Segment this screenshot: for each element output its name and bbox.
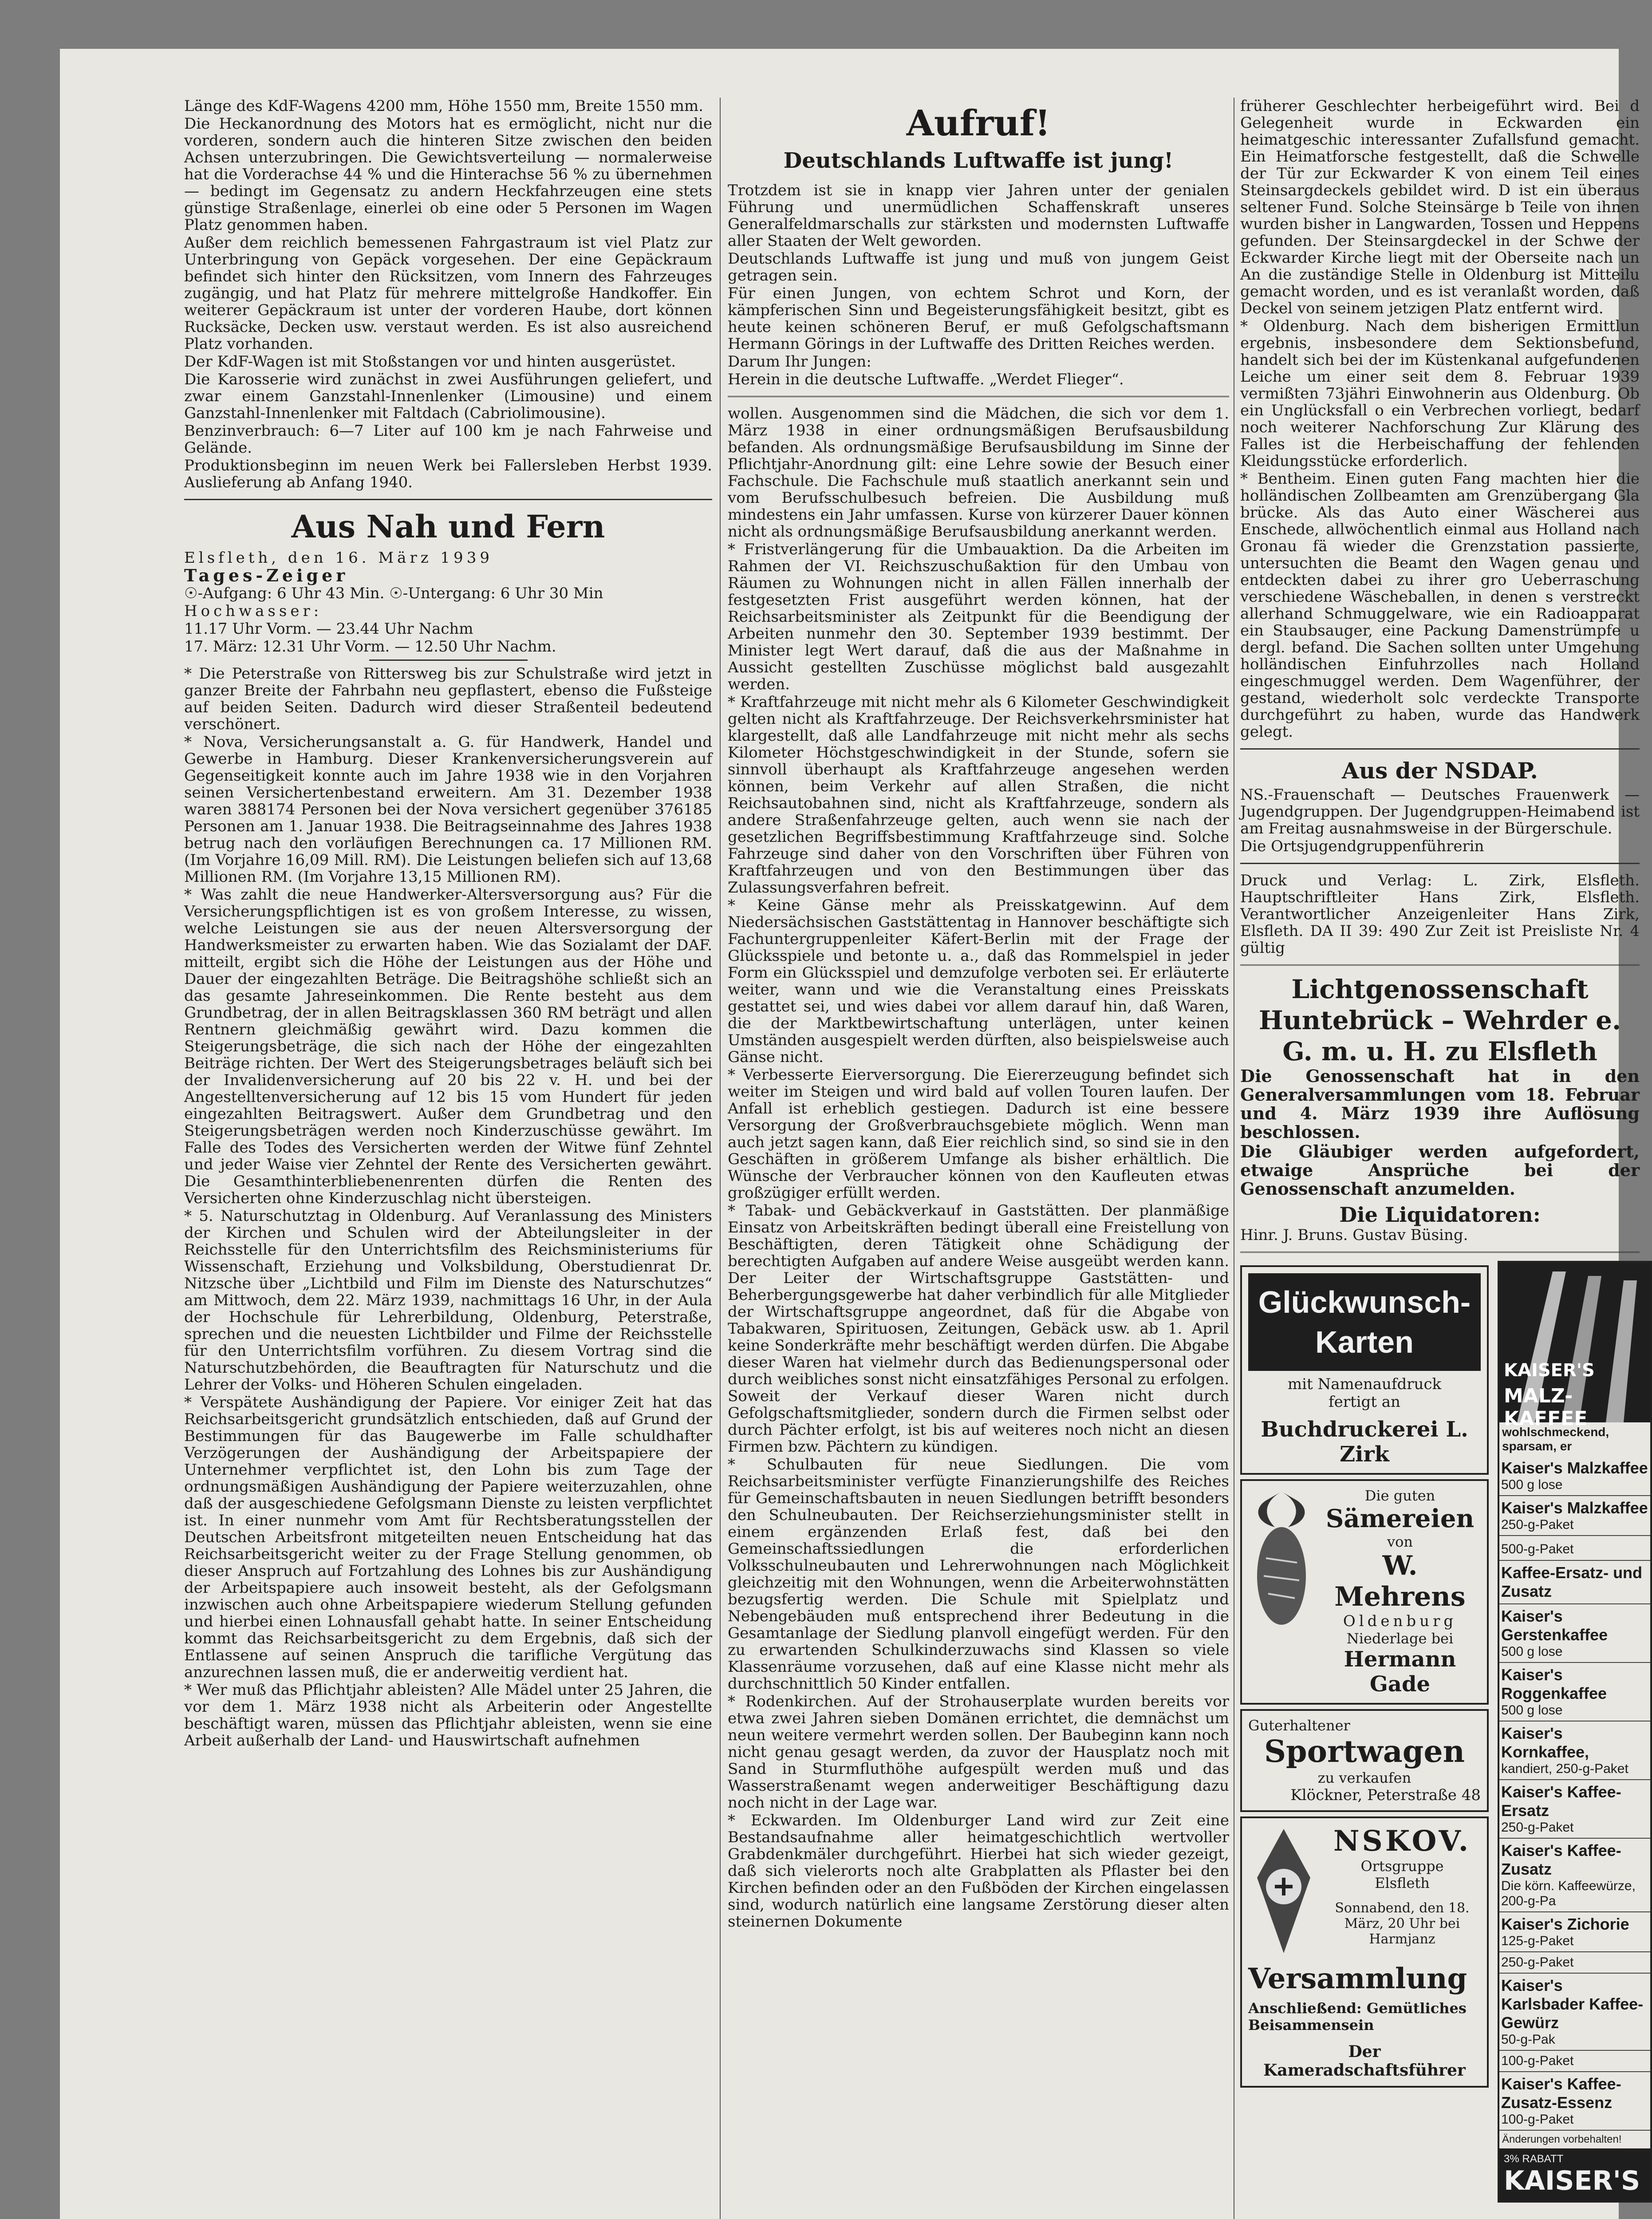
kdf-text: Die Karosserie wird zunächst in zwei Ausführungen geliefert, und zwar einem Ganzstahl-Innenlenker (Limousine) und einem Ganzstahl-Innenlenker mit Faltdach (Cabriolimousine). xyxy=(184,371,712,422)
ad-samen-company: W. Mehrens xyxy=(1334,1550,1466,1612)
news-item: * Keine Gänse mehr als Preisskatgewinn. Auf dem Niedersächsischen Gaststättentag in Hannover beschäftigte sich Fachuntergruppenleiter Käfert-Berlin mit der Frage der Glücksspiele und betonte u. a., daß das Rommelspiel in jeder Form ein Glücksspiel und demzufolge verboten sei. Er erläuterte weiter, wann und wie die Veranstaltung eines Preisskats gestattet sei, und wies dabei vor allem darauf hin, daß Waren, die der Marktbewirtschaftung unterlägen, unter keinen Umständen ausgespielt werden dürften, also beispielsweise auch Gänse nicht. xyxy=(728,896,1229,1066)
carrot-icon xyxy=(1248,1487,1315,1634)
coffee-item: 500-g-Paket xyxy=(1499,1536,1650,1561)
coffee-item: Kaiser's Karlsbader Kaffee-Gewürz 50-g-Pak xyxy=(1499,1974,1650,2051)
coffee-item: Kaiser's Roggenkaffee 500 g lose xyxy=(1499,1663,1650,1722)
ads-area xyxy=(1240,1261,1648,2196)
ad-kaiser-rabatt: 3% RABATT xyxy=(1504,2153,1564,2165)
news-item: * Fristverlängerung für die Umbauaktion. Da die Arbeiten im Rahmen der VI. Reichszuschußaktion für den Umbau von Räumen zu Wohnungen nicht in allen Fällen innerhalb der festgesetzten Frist ausgeführt werden können, hat der Reichsarbeitsminister als Zeitpunkt für die Beendigung der Arbeiten nunmehr den 30. September 1939 bestimmt. Der Minister legt Wert darauf, daß die aus der Maßnahme in Aussicht gestellten Zuschüsse möglichst bald ausgezahlt werden. xyxy=(728,541,1229,693)
news-item: * 5. Naturschutztag in Oldenburg. Auf Veranlassung des Ministers der Kirchen und Schulen wird der Abteilungsleiter in der Reichsstelle für den Unterrichtsfilm des Reichsministeriums für Wissenschaft, Erziehung und Volksbildung, Oberstudienrat Dr. Nitzsche über „Lichtbild und Film im Dienste des Naturschutzes“ am Mittwoch, dem 22. März 1939, nachmittags 16 Uhr, in der Aula der Hochschule für Lehrerbildung, Oldenburg, Peterstraße, sprechen und die neuesten Lichtbilder und Filme der Reichsstelle für den Unterrichtsfilm vorführen. Zu diesem Vortrag sind die Naturschutzbehörden, die Beauftragten für Naturschutz und die Lehrer der Volks- und Höheren Schulen eingeladen. xyxy=(184,1207,712,1394)
ad-nskov-line: Ortsgruppe xyxy=(1360,1858,1444,1875)
ad-samen-line: Niederlage bei xyxy=(1346,1630,1454,1647)
kdf-text: Die Heckanordnung des Motors hat es ermöglicht, nicht nur die vorderen, sondern auch die hinteren Sitze zwischen den beiden Achsen unterzubringen. Die Gewichtsverteilung — normalerweise hat die Vorderachse 44 % und die Hinterachse 56 % zu übernehmen — bedingt im Gegensatz zu andern Heckfahrzeugen eine stets günstige Straßenlage, einerlei ob eine oder 5 Personen im Wagen Platz genommen haben. xyxy=(184,115,712,234)
aufruf-text: Trotzdem ist sie in knapp vier Jahren unter der genialen Führung und unermüdlichen Schaffenskraft unseres Generalfeldmarschalls zur stärksten und modernsten Luftwaffe aller Staaten der Welt geworden. xyxy=(728,182,1229,250)
news-item: früherer Geschlechter herbeigeführt wird. Bei d Gelegenheit wurde in Eckwarden ein heimatgeschic interessanter Zufallsfund gemacht. Ein Heimatforsche festgestellt, daß die Schwelle der Tür zur Eckwarder K von einem Teil eines Steinsargdeckels gebildet wird. D ist ein überaus seltener Fund. Solche Steinsärge b Teile von ihnen wurden bisher in Langwarden, Tossen und Heppens gefunden. Der Steinsargdeckel in der Schwe der Eckwarder Kirche liegt mit der Oberseite nach un An die zuständige Stelle in Oldenburg ist Mitteilu gemacht worden, und es ist veranlaßt worden, daß Deckel von seinem jetzigen Platz entfernt wird. xyxy=(1240,97,1640,317)
impressum: Druck und Verlag: L. Zirk, Elsfleth. Hauptschriftleiter Hans Zirk, Elsfleth. Verantwortlicher Anzeigenleiter Hans Zirk, Elsfleth. DA II 39: 490 Zur Zeit ist Preisliste Nr. 4 gültig xyxy=(1240,872,1640,957)
column-rule xyxy=(720,98,721,2219)
ad-nskov-after: Anschließend: Gemütliches Beisammensein xyxy=(1248,2000,1467,2033)
coop-liquidators-title: Die Liquidatoren: xyxy=(1339,1203,1541,1227)
ad-kaiser-footer xyxy=(1499,2148,1650,2201)
column-2 xyxy=(728,98,1229,2219)
news-item: * Tabak- und Gebäckverkauf in Gaststätten. Der planmäßige Einsatz von Arbeitskräften bedingt überall eine Freistellung von Beschäftigten, deren Tätigkeit ohne Schädigung der berechtigten Aufgaben auf andere Weise ausgeübt werden kann. Der Leiter der Wirtschaftsgruppe Gaststätten- und Beherbergungsgewerbe hat daher verbindlich für alle Mitglieder der Wirtschaftsgruppe angeordnet, daß für die Abgabe von Tabakwaren, Spirituosen, Zeitungen, Gebäck usw. ab 1. April keine Sonderkräfte mehr beschäftigt werden dürfen. Die Abgabe dieser Waren hat vielmehr durch das Bedienungspersonal oder durch weibliches sonst nicht einsatzfähiges Personal zu erfolgen. Soweit der Verkauf dieser Waren nicht durch Gefolgschaftsmitglieder, sondern durch die Firmen selbst oder durch Pächter erfolgt, ist bis auf weiteres noch nicht an diesen Firmen bzw. Pächtern zu kündigen. xyxy=(728,1202,1229,1456)
ad-nskov-speaker: Der Kameradschaftsführer xyxy=(1263,2042,1466,2080)
ads-left xyxy=(1240,1261,1489,2092)
coop-text: Die Genossenschaft hat in den Generalversammlungen vom 18. Februar und 4. März 1939 ihre Auflösung beschlossen. xyxy=(1240,1066,1640,1142)
news-item: * Verspätete Aushändigung der Papiere. Vor einiger Zeit hat das Reichsarbeitsgericht grundsätzlich entschieden, daß auf Grund der Bestimmungen für das Baugewerbe im Falle schuldhafter Verzögerungen der Aushändigung der Arbeitspapiere der Unternehmer verpflichtet ist, den Lohn bis zum Tage der ordnungsmäßigen Aushändigung der Papiere weiterzuzahlen, ohne daß der ausgeschiedene Gefolgsmann Dienste zu leisten verpflichtet ist. In einer nunmehr vom Amt für Rechtsberatungsstellen der Deutschen Arbeitsfront mitgeteilten neuen Entscheidung hat das Reichsarbeitsgericht weiter zu der Frage Stellung genommen, ob dieser Anspruch auf Fortzahlung des Lohnes bis zur Aushändigung der Arbeitspapiere auch insoweit besteht, als der Gefolgsmann inzwischen auch ohne Arbeitspapiere wiederum Stellung gefunden und hierbei einen Lohnausfall gehabt hatte. In seiner Entscheidung kommt das Reichsarbeitsgericht zu dem Ergebnis, daß sich der Entlassene auf seinen Anspruch die tarifliche Vergütung das anzurechnen lassen muß, die er anderweitig verdient hat. xyxy=(184,1394,712,1681)
tageszeiger-title: Tages-Zeiger xyxy=(184,565,349,585)
news-item: * Bentheim. Einen guten Fang machten hier die holländischen Zollbeamten am Grenzübergang Gla brücke. Als das Auto einer Wäscherei aus Enschede, allwöchentlich einmal aus Holland nach Gronau fä wieder die Grenzstation passierte, untersuchten die Beamt den Wagen genau und entdeckten dabei zu ihrer gro Ueberraschung verschiedene Wäscheballen, in denen s verstreckt allerhand Schmuggelware, wie ein Radioapparat ein Staubsauger, eine Packung Damenstrümpfe u dergl. befand. Die Sachen sollten unter Umgehung holländischen Einfuhrzolles nach Holland eingeschmuggel werden. Dem Wagenführer, der gestand, wiederholt solc verdeckte Transporte durchgeführt zu haben, wurde das Handwerk gelegt. xyxy=(1240,470,1640,741)
coffee-item: Kaiser's Kaffee-Zusatz-Essenz 100-g-Paket xyxy=(1499,2072,1650,2131)
news-item: * Oldenburg. Nach dem bisherigen Ermittlun ergebnis, insbesondere dem Sektionsbefund, handelt sich bei der im Küstenkanal aufgefundenen Leiche um einer seit dem 8. Februar 1939 vermißten 73jähri Einwohnerin aus Oldenburg. Ob ein Unglücksfall o ein Verbrechen vorliegt, bedarf noch weiterer Nachforschung Zur Klärung des Falles ist die Herbeischaffung der fehlenden Kleidungsstücke erforderlich. xyxy=(1240,317,1640,470)
divider xyxy=(184,499,712,500)
hochwasser-title: Hochwasser: xyxy=(184,602,323,620)
ad-glueck-printer: Buchdruckerei L. Zirk xyxy=(1261,1417,1468,1467)
aufruf-text: Darum Ihr Jungen: xyxy=(728,353,871,371)
coop-notice xyxy=(1240,974,1640,1244)
ad-kaiser xyxy=(1498,1261,1652,2203)
aufruf-subtitle: Deutschlands Luftwaffe ist jung! xyxy=(783,148,1174,173)
ad-glueckwunsch xyxy=(1240,1265,1489,1475)
ad-nskov-title: NSKOV. xyxy=(1333,1824,1471,1858)
ad-kaiser-banner xyxy=(1499,1263,1650,1430)
divider xyxy=(1240,1252,1640,1253)
coop-title: Lichtgenossenschaft Huntebrück – Wehrder e. G. m. u. H. zu Elsfleth xyxy=(1258,974,1621,1066)
coffee-item: Kaiser's Kaffee-Ersatz 250-g-Paket xyxy=(1499,1780,1650,1839)
dateline: Elsfleth, den 16. März 1939 xyxy=(184,549,493,567)
news-item: * Was zahlt die neue Handwerker-Altersversorgung aus? Für die Versicherungspflichtigen ist es von großem Interesse, zu wissen, welche Leistungen sie aus der neuen Altersversorgung der Handwerksmeister zu erwarten haben. Wie das Sozialamt der DAF. mitteilt, ergibt sich die Höhe der Leistungen aus der Höhe und Dauer der eingezahlten Beträge. Die Beitragshöhe schließt sich an das gesamte Jahreseinkommen. Die Rente besteht aus dem Grundbetrag, der in allen Beitragsklassen 360 RM beträgt und allen Rentnern gleichmäßig gewährt wird. Dazu kommen die Steigerungsbeträge, die sich nach der Höhe der eingezahlten Beiträge richten. Der Wert des Steigerungsbetrages beläuft sich bei der Invalidenversicherung auf 20 bis 22 v. H. und bei der Angestelltenversicherung auf 12 bis 15 vom Hundert für jeden eingezahlten Beitragswert. Außer dem Grundbetrag und den Steigerungsbeträgen werden noch Kinderzuschüsse gewährt. Im Falle des Todes des Versicherten werden der Witwe fünf Zehntel und jeder Waise vier Zehntel der Rente des Versicherten gewährt. Die Gesamthinterbliebenenrenten dürfen die Renten des Versicherten ohne Kinderzuschlag nicht übersteigen. xyxy=(184,886,712,1207)
section-title: Aus Nah und Fern xyxy=(291,508,605,545)
coffee-item: Kaiser's Kornkaffee, kandiert, 250-g-Paket xyxy=(1499,1722,1650,1780)
coffee-item: 100-g-Paket xyxy=(1499,2051,1650,2072)
news-item: * Verbesserte Eierversorgung. Die Eiererzeugung befindet sich weiter im Steigen und wird bald auf vollen Touren laufen. Der Anfall ist erheblich gestiegen. Dadurch ist eine bessere Versorgung der Großverbrauchsgebiete möglich. Wenn man auch jetzt sagen kann, daß Eier reichlich sind, so sind sie in den Geschäften in größerem Umfange als bisher erhältlich. Die Wünsche der Verbraucher können von den Kaufleuten etwas großzügiger erfüllt werden. xyxy=(728,1066,1229,1202)
ad-nskov-event: Versammlung xyxy=(1248,1962,1467,1995)
coffee-item: Kaffee-Ersatz- und Zusatz xyxy=(1499,1561,1650,1604)
ad-samen-city: Oldenburg xyxy=(1343,1612,1457,1630)
coffee-item: Kaiser's Gerstenkaffee 500 g lose xyxy=(1499,1604,1650,1663)
coop-liquidators: Hinr. J. Bruns. Gustav Büsing. xyxy=(1240,1226,1468,1244)
coffee-item: Kaiser's Zichorie 125-g-Paket xyxy=(1499,1912,1650,1952)
nsdap-title: Aus der NSDAP. xyxy=(1342,758,1538,784)
kdf-text: Benzinverbrauch: 6—7 Liter auf 100 km je nach Fahrweise und Gelände. xyxy=(184,422,712,457)
ad-kaiser-tagline: wohlschmeckend, sparsam, er xyxy=(1502,1425,1609,1453)
ad-nskov xyxy=(1240,1816,1489,2088)
column-3 xyxy=(1240,97,1648,2219)
kdf-text: Der KdF-Wagen ist mit Stoßstangen vor und hinten ausgerüstet. xyxy=(184,353,676,371)
ad-kaiser-brand: KAISER'S xyxy=(1504,1360,1595,1381)
divider xyxy=(369,659,528,661)
ad-samen-line: von xyxy=(1387,1533,1413,1550)
news-item: * Nova, Versicherungsanstalt a. G. für Handwerk, Handel und Gewerbe in Hamburg. Dieser Krankenversicherungsverein auf Gegenseitigkeit konnte auch im Jahre 1938 wie in den Vorjahren seinen Versichertenbestand erweitern. Am 31. Dezember 1938 waren 388174 Personen bei der Nova versichert gegenüber 376185 Personen am 1. Januar 1938. Die Beitragseinnahme des Jahres 1938 betrug nach den vorläufigen Berechnungen ca. 17 Millionen RM. (Im Vorjahre 16,09 Mill. RM). Die Leistungen beliefen sich auf 13,68 Millionen RM. (Im Vorjahre 13,15 Millionen RM). xyxy=(184,733,712,886)
news-item: * Rodenkirchen. Auf der Strohauserplate wurden bereits vor etwa zwei Jahren sieben Domänen errichtet, die demnächst um neun weitere vermehrt werden sollen. Der Baubeginn kann noch nicht genau gesagt werden, da zuvor der Hausplatz noch mit Sand in Sturmfluthöhe aufgespült werden muß und das Wasserstraßenamt wegen anderweitiger Beschäftigung dazu noch nicht in der Lage war. xyxy=(728,1693,1229,1812)
nskov-badge-icon xyxy=(1248,1824,1319,1958)
ad-saemereien xyxy=(1240,1479,1489,1705)
kdf-text: Länge des KdF-Wagens 4200 mm, Höhe 1550 mm, Breite 1550 mm. xyxy=(184,97,703,115)
news-item: * Kraftfahrzeuge mit nicht mehr als 6 Kilometer Geschwindigkeit gelten nicht als Kraftfahrzeuge. Der Reichsverkehrsminister hat klargestellt, daß alle Landfahrzeuge mit nicht mehr als sechs Kilometer Höchstgeschwindigkeit in der Stunde, sofern sie sinnvoll überhaupt als Kraftfahrzeuge angesehen werden können, beim Verkehr auf allen Straßen, die nicht Reichsautobahnen sind, nicht als Kraftfahrzeuge, sondern als andere Straßenfahrzeuge gelten, auch wenn sie nach der gesetzlichen Begriffsbestimmung Kraftfahrzeuge sind. Solche Fahrzeuge sind daher von den Vorschriften über Führen von Kraftfahrzeugen und von den Bestimmungen über das Zulassungsverfahren befreit. xyxy=(728,693,1229,896)
ad-sport-line: zu verkaufen xyxy=(1317,1769,1411,1786)
ad-nskov-line: Elsfleth xyxy=(1375,1875,1430,1891)
aufruf-text: Herein in die deutsche Luftwaffe. „Werdet Flieger“. xyxy=(728,371,1124,388)
news-item: * Eckwarden. Im Oldenburger Land wird zur Zeit eine Bestandsaufnahme aller heimatgeschichtlich wertvoller Grabdenkmäler durchgeführt. Hierbei hat sich wieder gezeigt, daß sich vielerorts noch alte Grabplatten als Pflaster bei den Kirchen befinden oder an den Fußböden der Kirchen eingelassen sind, wodurch natürlich eine langsame Zerstörung dieser alten steinernen Dokumente xyxy=(728,1812,1229,1931)
ad-samen-dealer: Hermann Gade xyxy=(1344,1647,1456,1697)
ad-sport-title: Sportwagen xyxy=(1264,1734,1465,1769)
hochwasser-line: 11.17 Uhr Vorm. — 23.44 Uhr Nachm xyxy=(184,620,473,638)
ad-glueck-line: mit Namenaufdruck xyxy=(1287,1375,1442,1393)
news-item: * Wer muß das Pflichtjahr ableisten? Alle Mädel unter 25 Jahren, die vor dem 1. März 1938 nicht als Arbeiterin oder Angestellte beschäftigt waren, müssen das Pflichtjahr ableisten, wenn sie eine Arbeit außerhalb der Land- und Hauswirtschaft aufnehmen xyxy=(184,1681,712,1749)
coop-text: Die Gläubiger werden aufgefordert, etwaige Ansprüche bei der Genossenschaft anzumelden. xyxy=(1240,1141,1640,1199)
ad-sport-line: Guterhaltener xyxy=(1248,1717,1350,1734)
aufruf-text: Deutschlands Luftwaffe ist jung und muß von jungem Geist getragen sein. xyxy=(728,250,1229,284)
ad-glueck-line: fertigt an xyxy=(1329,1393,1400,1411)
coffee-item: 250-g-Paket xyxy=(1499,1952,1650,1974)
hochwasser-line: 17. März: 12.31 Uhr Vorm. — 12.50 Uhr Nachm. xyxy=(184,638,556,655)
kdf-text: Produktionsbeginn im neuen Werk bei Fallersleben Herbst 1939. Auslieferung ab Anfang 1940. xyxy=(184,457,712,491)
divider xyxy=(1240,863,1640,864)
divider xyxy=(1240,964,1640,966)
ad-sportwagen xyxy=(1240,1709,1489,1812)
coffee-item: Kaiser's Kaffee-Zusatz Die körn. Kaffeewürze, 200-g-Pa xyxy=(1499,1839,1650,1912)
column-1 xyxy=(184,98,712,2219)
aufruf-text: Für einen Jungen, von echtem Schrot und Korn, der kämpferischen Sinn und Begeisterungsfähigkeit besitzt, gibt es heute keinen schöneren Beruf, er muß Gefolgschaftsmann Hermann Görings in der Luftwaffe des Dritten Reiches werden. xyxy=(728,284,1229,353)
ad-kaiser-brand-bottom: KAISER'S xyxy=(1504,2165,1640,2196)
ad-nskov-date: Sonnabend, den 18. März, 20 Uhr bei Harmjanz xyxy=(1335,1900,1470,1947)
kdf-text: Außer dem reichlich bemessenen Fahrgastraum ist viel Platz zur Unterbringung von Gepäck vorgesehen. Der eine Gepäckraum befindet sich hinter den Rücksitzen, vom Innern des Fahrzeuges zugängig, und hat Platz für mehrere mittelgroße Handkoffer. Ein weiterer Gepäckraum ist unter der vorderen Haube, dort können Rucksäcke, Decken usw. verstaut werden. Es ist also ausreichend Platz vorhanden. xyxy=(184,234,712,353)
news-item: * Schulbauten für neue Siedlungen. Die vom Reichsarbeitsminister verfügte Finanzierungshilfe des Reiches für Gemeinschaftsbauten in neuen Siedlungen betrifft besonders den Schulneubauten. Der Reichserziehungsminister stellt in einem ergänzenden Erlaß fest, daß bei den Gemeinschaftssiedlungen die erforderlichen Volksschulneubauten und Lehrerwohnungen nach Möglichkeit gleichzeitig mit den Wohnungen, wenn die Arbeiterwohnstätten bezugsfertig werden. Die Schule mit Spielplatz und Nebengebäuden muß entsprechend ihrer Bedeutung in die Gesamtanlage der Siedlung planvoll eingefügt werden. Für den zu erwartenden Schulkinderzuwachs sind Klassen so viele Klassenräume vorzusehen, daß auf eine Klasse nicht mehr als durchschnittlich 50 Kinder entfallen. xyxy=(728,1456,1229,1693)
coffee-item: Kaiser's Malzkaffee 250-g-Paket xyxy=(1499,1496,1650,1536)
ad-sport-seller: Klöckner, Peterstraße 48 xyxy=(1290,1786,1481,1804)
newspaper-page xyxy=(60,49,1648,2219)
ad-samen-line: Die guten xyxy=(1364,1487,1435,1504)
nsdap-text: NS.-Frauenschaft — Deutsches Frauenwerk — Jugendgruppen. Der Jugendgruppen-Heimabend ist am Freitag ausnahmsweise in der Bürgerschule. xyxy=(1240,786,1640,837)
sun-times: ☉-Aufgang: 6 Uhr 43 Min. ☉-Untergang: 6 Uhr 30 Min xyxy=(184,584,603,602)
ad-kaiser-note: Änderungen vorbehalten! xyxy=(1502,2133,1622,2145)
nsdap-signature: Die Ortsjugendgruppenführerin xyxy=(1240,837,1484,855)
divider xyxy=(1240,748,1640,750)
ad-samen-title: Sämereien xyxy=(1325,1504,1475,1533)
ad-glueck-title: Glückwunsch-Karten xyxy=(1248,1273,1481,1371)
ad-kaiser-brand-main: MALZ-KAFFEE xyxy=(1504,1385,1588,1430)
news-item: wollen. Ausgenommen sind die Mädchen, die sich vor dem 1. März 1938 in einer ordnungsmäßigen Berufsausbildung befanden. Als ordnungsmäßige Berufsausbildung im Sinne der Pflichtjahr-Anordnung gilt: eine Lehre sowie der Besuch einer Fachschule. Die Fachschule muß staatlich anerkannt sein und vom Berufsschulbesuch befreien. Die Ausbildung muß mindestens ein Jahr umfassen. Kurse von kürzerer Dauer können nicht als ordnungsmäßige Berufsausbildung anerkannt werden. xyxy=(728,405,1229,541)
aufruf-title: Aufruf! xyxy=(906,102,1051,144)
coffee-item: Kaiser's Malzkaffee 500 g lose xyxy=(1499,1456,1650,1496)
divider xyxy=(728,396,1229,397)
news-item: * Die Peterstraße von Rittersweg bis zur Schulstraße wird jetzt in ganzer Breite der Fahrbahn neu gepflastert, ebenso die Fußsteige auf beiden Seiten. Dadurch wird dieser Straßenteil bedeutend verschönert. xyxy=(184,665,712,733)
